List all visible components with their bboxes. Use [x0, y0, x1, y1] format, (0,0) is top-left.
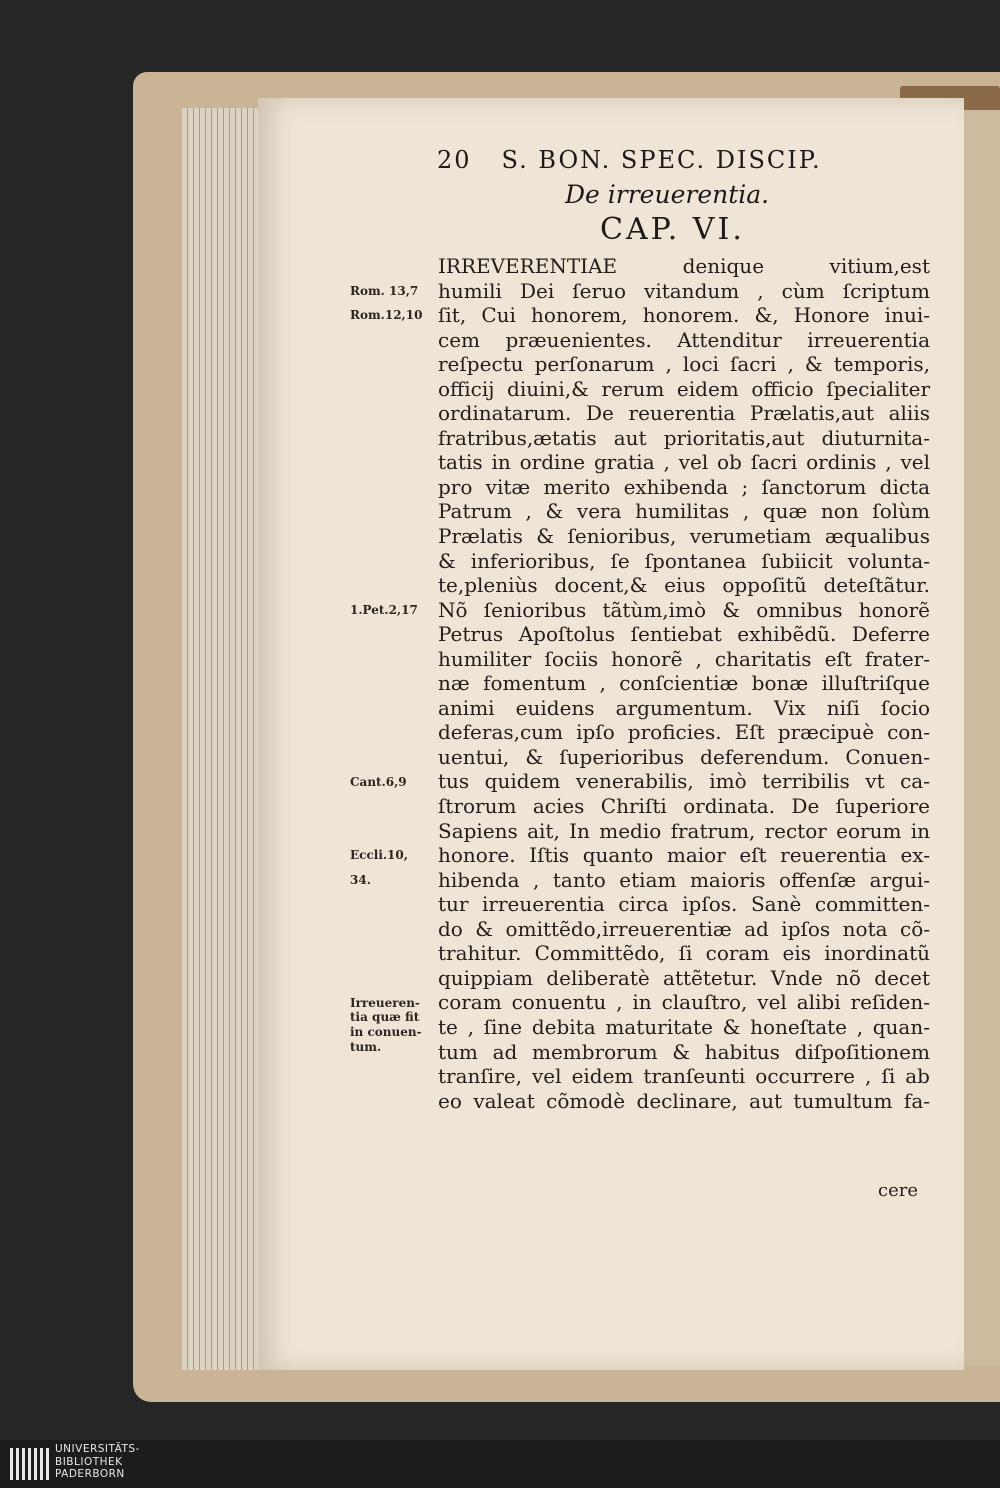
page-stack: [182, 108, 262, 1370]
text-line: humili Dei ſeruo vitandum , cùm ſcriptum: [438, 278, 930, 303]
margin-note: 34.: [350, 872, 371, 887]
text-line: pro vitæ merito exhibenda ; ſanctorum dicta: [438, 474, 930, 499]
text-line: Sapiens ait, In medio fratrum, rector eorum in: [438, 818, 930, 843]
text-line: tus quidem venerabilis, imò terribilis vt ca-: [438, 769, 930, 794]
page-number: 20: [437, 146, 472, 174]
text-line: Nõ ſenioribus tãtùm,imò & omnibus honorẽ: [438, 597, 930, 622]
text-line: eo valeat cõmodè declinare, aut tumultum fa-: [438, 1088, 930, 1113]
text-line: coram conuentu , in clauſtro, vel alibi reſiden-: [438, 990, 930, 1015]
text-line: te,pleniùs docent,& eius oppoſitũ deteſtãtur.: [438, 573, 930, 598]
margin-note: tia quæ fit: [350, 1010, 420, 1025]
text-line: cem præuenientes. Attenditur irreuerentia: [438, 327, 930, 352]
margin-note: Rom. 13,7: [350, 283, 419, 298]
margin-note: Cant.6,9: [350, 774, 407, 789]
text-line: ordinatarum. De reuerentia Prælatis,aut aliis: [438, 401, 930, 426]
library-name-line: UNIVERSITÄTS-: [55, 1443, 140, 1455]
text-line: trahitur. Committẽdo, ſi coram eis inordinatũ: [438, 941, 930, 966]
body-text: [438, 254, 930, 1113]
margin-note: in conuen-: [350, 1024, 422, 1039]
library-name-line: PADERBORN: [55, 1468, 125, 1480]
text-line: fratribus,ætatis aut prioritatis,aut diuturnita-: [438, 425, 930, 450]
footer-bar: [0, 1440, 1000, 1488]
university-library-logo-icon: [8, 1444, 52, 1484]
text-line: hibenda , tanto etiam maioris offenſæ argui-: [438, 867, 930, 892]
text-line: tatis in ordine gratia , vel ob ſacri ordinis , vel: [438, 450, 930, 475]
text-line: animi euidens argumentum. Vix niſi ſocio: [438, 695, 930, 720]
text-line: humiliter ſociis honorẽ , charitatis eſt frater-: [438, 646, 930, 671]
text-line: Petrus Apoſtolus ſentiebat exhibẽdũ. Deferre: [438, 622, 930, 647]
text-line: tur irreuerentia circa ipſos. Sanè committen-: [438, 892, 930, 917]
text-line: ſtrorum acies Chriſti ordinata. De ſuperiore: [438, 794, 930, 819]
text-line: Prælatis & ſenioribus, verumetiam æqualibus: [438, 524, 930, 549]
library-name-line: BIBLIOTHEK: [55, 1455, 123, 1468]
text-line: Patrum , & vera humilitas , quæ non ſolùm: [438, 499, 930, 524]
text-line: reſpectu perſonarum , loci ſacri , & temporis,: [438, 352, 930, 377]
margin-note: Eccli.10,: [350, 848, 408, 863]
running-head-title: S. BON. SPEC. DISCIP.: [501, 146, 822, 174]
margin-note: Irreueren-: [350, 995, 420, 1010]
text-line: officij diuini,& rerum eidem officio ſpecialiter: [438, 376, 930, 401]
text-line: ſit, Cui honorem, honorem. &, Honore inui-: [438, 303, 930, 328]
chapter-heading: CAP. VI.: [600, 212, 745, 247]
text-line: næ fomentum , conſcientiæ bonæ illuſtriſque: [438, 671, 930, 696]
catchword: cere: [878, 1180, 918, 1201]
text-line: & inferioribus, ſe ſpontanea ſubiicit volunta-: [438, 548, 930, 573]
margin-note: Rom.12,10: [350, 308, 423, 323]
text-line: uentui, & ſuperioribus deferendum. Conuen-: [438, 744, 930, 769]
library-name: [55, 1443, 140, 1481]
text-line: IRREVERENTIAE denique vitium,est: [438, 254, 930, 278]
text-line: tum ad membrorum & habitus diſpoſitionem: [438, 1039, 930, 1064]
running-head: [437, 146, 877, 180]
section-title: De irreuerentia.: [565, 180, 770, 209]
text-line: deferas,cum ipſo proficies. Eſt præcipuè con-: [438, 720, 930, 745]
text-line: te , ſine debita maturitate & honeſtate , quan-: [438, 1014, 930, 1039]
text-line: quippiam deliberatè attẽtetur. Vnde nõ decet: [438, 965, 930, 990]
text-line: tranſire, vel eidem tranſeunti occurrere , ſi ab: [438, 1064, 930, 1089]
margin-note: tum.: [350, 1039, 382, 1054]
text-line: honore. Iſtis quanto maior eſt reuerentia ex-: [438, 843, 930, 868]
facing-page-edge: [958, 110, 1000, 1365]
text-line: do & omittẽdo,irreuerentiæ ad ipſos nota cõ-: [438, 916, 930, 941]
margin-note: 1.Pet.2,17: [350, 602, 418, 617]
